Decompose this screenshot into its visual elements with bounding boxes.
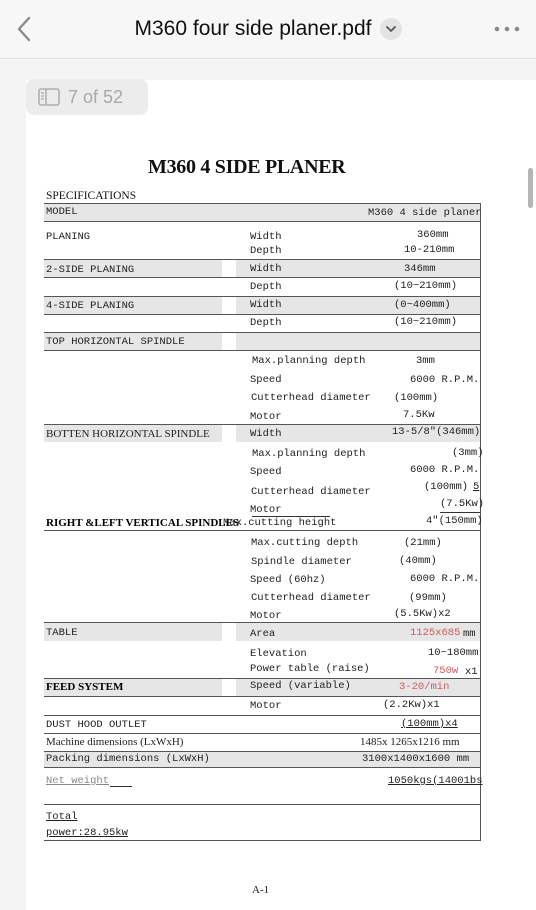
botten-cutterhead-extra: 5 bbox=[473, 481, 480, 493]
botten-width-value: 13-5/8"(346mm) bbox=[392, 426, 481, 438]
botten-motor-value: (7.5Kw) bbox=[440, 498, 485, 510]
top-spindle-label: TOP HORIZONTAL SPINDLE bbox=[46, 336, 185, 348]
table-area-label: Area bbox=[250, 628, 276, 640]
vert-motor-label: Motor bbox=[250, 610, 282, 622]
page-indicator-text: 7 of 52 bbox=[68, 86, 124, 107]
more-button[interactable] bbox=[492, 18, 522, 40]
botten-speed-value: 6000 R.P.M. bbox=[410, 464, 480, 476]
total-label: Total bbox=[46, 811, 78, 823]
two-side-width-label: Width bbox=[250, 263, 282, 275]
power-table-label: Power table (raise) bbox=[250, 663, 370, 675]
vert-spindle-label: Spindle diameter bbox=[251, 556, 352, 568]
table-area-unit: mm bbox=[463, 628, 476, 640]
vert-cutterhead-value: (99mm) bbox=[409, 592, 447, 604]
top-speed-value: 6000 R.P.M. bbox=[410, 374, 480, 386]
net-weight-label: Net weight bbox=[46, 775, 110, 787]
spec-title: M360 4 SIDE PLANER bbox=[148, 156, 346, 178]
page-indicator[interactable] bbox=[26, 79, 148, 115]
vert-motor-value: (5.5Kw)x2 bbox=[394, 608, 451, 620]
two-side-label: 2-SIDE PLANING bbox=[46, 264, 135, 276]
title-menu-button[interactable] bbox=[380, 18, 402, 40]
top-bar bbox=[0, 0, 536, 60]
chevron-down-icon bbox=[385, 25, 397, 33]
table-elevation-label: Elevation bbox=[250, 648, 307, 660]
packing-dimensions-value: 3100x1400x1600 mm bbox=[362, 753, 470, 765]
feed-motor-label: Motor bbox=[250, 700, 282, 712]
four-side-depth-label: Depth bbox=[250, 317, 282, 329]
top-motor-value: 7.5Kw bbox=[403, 409, 435, 421]
vert-depth-value: (21mm) bbox=[404, 537, 442, 549]
specifications-table bbox=[44, 203, 485, 841]
total-power-label: power:28.95kw bbox=[46, 827, 128, 839]
feed-motor-value: (2.2Kw)x1 bbox=[383, 699, 440, 711]
top-cutterhead-value: (100mm) bbox=[394, 392, 439, 404]
four-side-width-label: Width bbox=[250, 299, 282, 311]
top-cutterhead-label: Cutterhead diameter bbox=[251, 392, 371, 404]
vert-spindle-value: (40mm) bbox=[399, 555, 437, 567]
sidebar-pages-icon bbox=[38, 88, 60, 106]
page-footer: A-1 bbox=[252, 884, 270, 896]
botten-cutterhead-label: Cutterhead diameter bbox=[251, 486, 371, 498]
planing-width-label: Width bbox=[250, 231, 282, 243]
botten-cutterhead-value: (100mm) bbox=[424, 481, 469, 493]
vert-height-label: Max.cutting height bbox=[223, 517, 337, 529]
two-side-depth-label: Depth bbox=[250, 281, 282, 293]
vert-height-value: 4"(150mm) bbox=[426, 515, 483, 527]
dust-outlet-value: (100mm)x4 bbox=[401, 718, 458, 730]
planing-width-value: 360mm bbox=[417, 229, 449, 241]
four-side-label: 4-SIDE PLANING bbox=[46, 300, 135, 312]
planing-label: PLANING bbox=[46, 231, 91, 243]
feed-system-label: FEED SYSTEM bbox=[46, 681, 124, 693]
net-weight-value: 1050kgs(14001bs bbox=[388, 775, 483, 787]
botten-max-depth-label: Max.planning depth bbox=[252, 448, 366, 460]
vertical-spindles-label: RIGHT &LEFT VERTICAL SPINDLES bbox=[46, 517, 240, 529]
top-bar-divider bbox=[0, 58, 536, 59]
botten-spindle-label: BOTTEN HORIZONTAL SPINDLE bbox=[46, 428, 210, 440]
feed-speed-value: 3-20/min bbox=[399, 681, 450, 693]
packing-dimensions-label: Packing dimensions (LxWxH) bbox=[46, 753, 210, 765]
document-title[interactable]: M360 four side planer.pdf bbox=[134, 17, 372, 40]
botten-max-depth-value: (3mm) bbox=[452, 447, 484, 459]
botten-width-label: Width bbox=[250, 428, 282, 440]
power-table-value: 750w bbox=[433, 665, 459, 677]
botten-motor-label: Motor bbox=[250, 504, 282, 516]
feed-speed-label: Speed (variable) bbox=[250, 680, 351, 692]
table-elevation-value: 10~180mm bbox=[428, 647, 479, 659]
dust-outlet-label: DUST HOOD OUTLET bbox=[46, 719, 147, 731]
botten-speed-label: Speed bbox=[250, 466, 282, 478]
table-area-value: 1125x685 bbox=[410, 627, 461, 639]
vert-depth-label: Max.cutting depth bbox=[251, 537, 359, 549]
top-speed-label: Speed bbox=[250, 374, 282, 386]
four-side-depth-value: (10~210mm) bbox=[394, 316, 458, 328]
four-side-width-value: (0~400mm) bbox=[394, 299, 451, 311]
title-area[interactable] bbox=[0, 14, 536, 44]
machine-dimensions-label: Machine dimensions (LxWxH) bbox=[46, 736, 184, 748]
table-label: TABLE bbox=[46, 627, 78, 639]
two-side-width-value: 346mm bbox=[404, 263, 436, 275]
vert-cutterhead-label: Cutterhead diameter bbox=[251, 592, 371, 604]
top-max-depth-label: Max.planning depth bbox=[252, 355, 366, 367]
top-motor-label: Motor bbox=[250, 411, 282, 423]
power-table-qty: x1 bbox=[465, 666, 478, 678]
specifications-heading: SPECIFICATIONS bbox=[46, 190, 137, 202]
machine-dimensions-value: 1485x 1265x1216 mm bbox=[360, 736, 460, 748]
two-side-depth-value: (10~210mm) bbox=[394, 280, 458, 292]
top-max-depth-value: 3mm bbox=[416, 355, 435, 367]
model-value: M360 4 side planer bbox=[368, 207, 482, 219]
planing-depth-value: 10-210mm bbox=[404, 244, 455, 256]
planing-depth-label: Depth bbox=[250, 245, 282, 257]
vert-speed-value: 6000 R.P.M. bbox=[410, 573, 480, 585]
model-label: MODEL bbox=[46, 206, 78, 218]
more-horizontal-icon bbox=[493, 26, 521, 32]
vert-speed-label: Speed (60hz) bbox=[250, 574, 326, 586]
scrollbar-thumb[interactable] bbox=[528, 168, 533, 208]
